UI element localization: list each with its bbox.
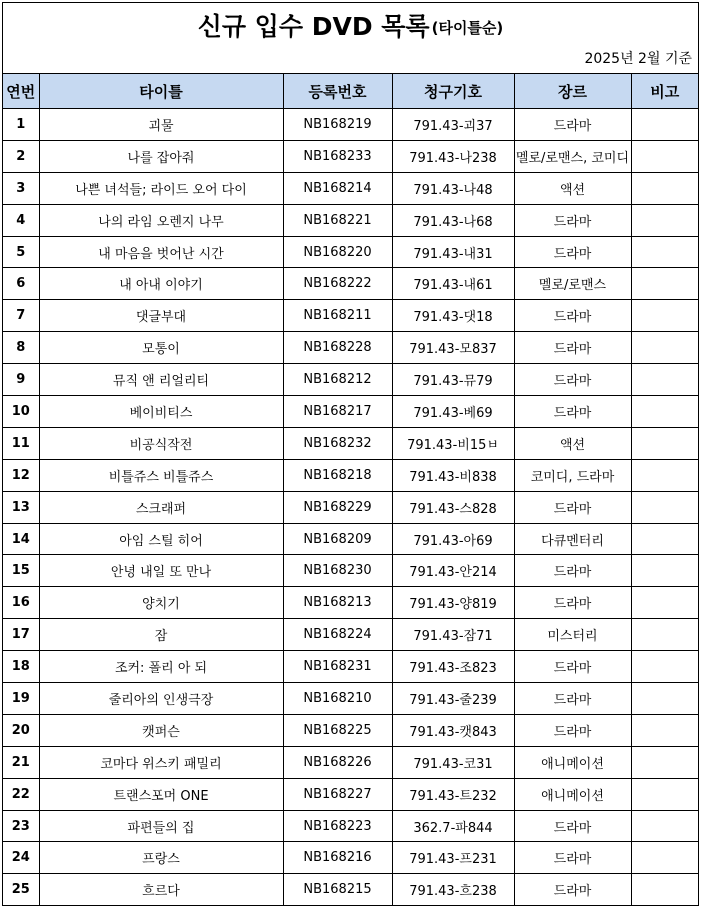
table-row <box>3 491 698 523</box>
row-title: 댓글부대 <box>39 300 283 332</box>
row-registration-number: NB168215 <box>283 874 392 905</box>
row-number: 7 <box>3 300 39 332</box>
table-row <box>3 236 698 268</box>
row-note <box>631 810 698 842</box>
dvd-table <box>3 74 698 905</box>
row-registration-number: NB168212 <box>283 364 392 396</box>
column-header-title: 타이틀 <box>39 74 283 109</box>
table-row <box>3 204 698 236</box>
table-body <box>3 109 698 906</box>
row-note <box>631 714 698 746</box>
row-genre: 드라마 <box>514 842 631 874</box>
table-row <box>3 714 698 746</box>
row-title: 내 마음을 벗어난 시간 <box>39 236 283 268</box>
row-registration-number: NB168226 <box>283 746 392 778</box>
row-number: 20 <box>3 714 39 746</box>
row-number: 1 <box>3 109 39 141</box>
row-genre: 애니메이션 <box>514 746 631 778</box>
title-subtitle: (타이틀순) <box>431 18 504 37</box>
row-genre: 드라마 <box>514 204 631 236</box>
row-call-number: 791.43-비838 <box>392 459 514 491</box>
row-title: 코마다 위스키 패밀리 <box>39 746 283 778</box>
row-genre: 드라마 <box>514 874 631 905</box>
row-genre: 코미디, 드라마 <box>514 459 631 491</box>
row-note <box>631 140 698 172</box>
row-genre: 미스터리 <box>514 619 631 651</box>
row-genre: 드라마 <box>514 651 631 683</box>
row-genre: 드라마 <box>514 109 631 141</box>
row-call-number: 791.43-스828 <box>392 491 514 523</box>
row-call-number: 791.43-아69 <box>392 523 514 555</box>
row-title: 비틀쥬스 비틀쥬스 <box>39 459 283 491</box>
row-call-number: 791.43-트232 <box>392 778 514 810</box>
table-row <box>3 140 698 172</box>
row-registration-number: NB168221 <box>283 204 392 236</box>
column-header-call: 청구기호 <box>392 74 514 109</box>
row-call-number: 791.43-캣843 <box>392 714 514 746</box>
row-note <box>631 459 698 491</box>
row-registration-number: NB168213 <box>283 587 392 619</box>
table-row <box>3 555 698 587</box>
row-call-number: 791.43-나48 <box>392 172 514 204</box>
row-call-number: 791.43-조823 <box>392 651 514 683</box>
table-row <box>3 842 698 874</box>
row-number: 9 <box>3 364 39 396</box>
row-call-number: 791.43-흐238 <box>392 874 514 905</box>
row-title: 나쁜 녀석들; 라이드 오어 다이 <box>39 172 283 204</box>
title-main: 신규 입수 DVD 목록 <box>197 12 430 41</box>
row-note <box>631 587 698 619</box>
row-registration-number: NB168219 <box>283 109 392 141</box>
row-call-number: 791.43-베69 <box>392 396 514 428</box>
row-genre: 드라마 <box>514 587 631 619</box>
row-call-number: 791.43-괴37 <box>392 109 514 141</box>
row-call-number: 791.43-나68 <box>392 204 514 236</box>
row-number: 25 <box>3 874 39 905</box>
table-row <box>3 396 698 428</box>
row-title: 프랑스 <box>39 842 283 874</box>
dvd-list-sheet <box>2 2 699 906</box>
row-title: 안녕 내일 또 만나 <box>39 555 283 587</box>
table-row <box>3 651 698 683</box>
row-registration-number: NB168209 <box>283 523 392 555</box>
row-number: 12 <box>3 459 39 491</box>
row-title: 뮤직 앤 리얼리티 <box>39 364 283 396</box>
table-row <box>3 587 698 619</box>
table-row <box>3 332 698 364</box>
table-row <box>3 172 698 204</box>
row-number: 17 <box>3 619 39 651</box>
row-number: 2 <box>3 140 39 172</box>
row-number: 4 <box>3 204 39 236</box>
row-registration-number: NB168222 <box>283 268 392 300</box>
row-registration-number: NB168220 <box>283 236 392 268</box>
row-title: 나의 라임 오렌지 나무 <box>39 204 283 236</box>
row-number: 23 <box>3 810 39 842</box>
row-genre: 멜로/로맨스, 코미디 <box>514 140 631 172</box>
row-title: 내 아내 이야기 <box>39 268 283 300</box>
row-call-number: 791.43-모837 <box>392 332 514 364</box>
row-registration-number: NB168228 <box>283 332 392 364</box>
row-genre: 드라마 <box>514 810 631 842</box>
row-number: 11 <box>3 427 39 459</box>
row-registration-number: NB168211 <box>283 300 392 332</box>
row-title: 줄리아의 인생극장 <box>39 683 283 715</box>
row-genre: 드라마 <box>514 714 631 746</box>
row-registration-number: NB168217 <box>283 396 392 428</box>
row-note <box>631 842 698 874</box>
row-registration-number: NB168230 <box>283 555 392 587</box>
row-call-number: 791.43-안214 <box>392 555 514 587</box>
document-title <box>3 3 698 47</box>
row-title: 트랜스포머 ONE <box>39 778 283 810</box>
row-note <box>631 236 698 268</box>
row-number: 13 <box>3 491 39 523</box>
row-title: 양치기 <box>39 587 283 619</box>
row-note <box>631 619 698 651</box>
row-number: 22 <box>3 778 39 810</box>
table-header-row <box>3 74 698 109</box>
row-number: 21 <box>3 746 39 778</box>
table-row <box>3 619 698 651</box>
table-row <box>3 810 698 842</box>
row-title: 베이비티스 <box>39 396 283 428</box>
row-number: 5 <box>3 236 39 268</box>
row-note <box>631 300 698 332</box>
column-header-no: 연번 <box>3 74 39 109</box>
row-number: 8 <box>3 332 39 364</box>
row-registration-number: NB168229 <box>283 491 392 523</box>
row-number: 6 <box>3 268 39 300</box>
table-row <box>3 364 698 396</box>
row-note <box>631 651 698 683</box>
row-genre: 애니메이션 <box>514 778 631 810</box>
row-genre: 드라마 <box>514 332 631 364</box>
row-genre: 액션 <box>514 172 631 204</box>
row-title: 흐르다 <box>39 874 283 905</box>
row-title: 조커: 폴리 아 되 <box>39 651 283 683</box>
row-note <box>631 109 698 141</box>
table-row <box>3 268 698 300</box>
row-genre: 다큐멘터리 <box>514 523 631 555</box>
row-note <box>631 427 698 459</box>
row-title: 괴물 <box>39 109 283 141</box>
table-row <box>3 778 698 810</box>
row-call-number: 791.43-나238 <box>392 140 514 172</box>
row-number: 10 <box>3 396 39 428</box>
row-title: 캣퍼슨 <box>39 714 283 746</box>
row-registration-number: NB168224 <box>283 619 392 651</box>
row-note <box>631 683 698 715</box>
table-row <box>3 300 698 332</box>
column-header-note: 비고 <box>631 74 698 109</box>
row-number: 16 <box>3 587 39 619</box>
table-row <box>3 523 698 555</box>
row-registration-number: NB168227 <box>283 778 392 810</box>
row-title: 비공식작전 <box>39 427 283 459</box>
row-genre: 드라마 <box>514 555 631 587</box>
table-row <box>3 109 698 141</box>
row-note <box>631 268 698 300</box>
table-row <box>3 427 698 459</box>
row-genre: 드라마 <box>514 364 631 396</box>
row-note <box>631 364 698 396</box>
row-call-number: 791.43-줄239 <box>392 683 514 715</box>
column-header-genre: 장르 <box>514 74 631 109</box>
row-call-number: 791.43-잠71 <box>392 619 514 651</box>
row-genre: 드라마 <box>514 683 631 715</box>
row-call-number: 791.43-양819 <box>392 587 514 619</box>
row-title: 파편들의 집 <box>39 810 283 842</box>
row-number: 14 <box>3 523 39 555</box>
row-note <box>631 746 698 778</box>
column-header-reg: 등록번호 <box>283 74 392 109</box>
row-note <box>631 555 698 587</box>
row-note <box>631 778 698 810</box>
row-registration-number: NB168233 <box>283 140 392 172</box>
table-row <box>3 746 698 778</box>
row-genre: 멜로/로맨스 <box>514 268 631 300</box>
row-call-number: 791.43-코31 <box>392 746 514 778</box>
row-call-number: 791.43-댓18 <box>392 300 514 332</box>
date-note: 2025년 2월 기준 <box>3 47 698 74</box>
row-genre: 드라마 <box>514 491 631 523</box>
row-note <box>631 491 698 523</box>
row-title: 스크래퍼 <box>39 491 283 523</box>
row-registration-number: NB168216 <box>283 842 392 874</box>
table-row <box>3 683 698 715</box>
table-row <box>3 874 698 905</box>
row-call-number: 791.43-내61 <box>392 268 514 300</box>
row-note <box>631 172 698 204</box>
row-genre: 드라마 <box>514 396 631 428</box>
row-title: 잠 <box>39 619 283 651</box>
row-call-number: 362.7-파844 <box>392 810 514 842</box>
row-title: 아임 스틸 히어 <box>39 523 283 555</box>
row-call-number: 791.43-내31 <box>392 236 514 268</box>
row-note <box>631 523 698 555</box>
row-registration-number: NB168225 <box>283 714 392 746</box>
row-number: 3 <box>3 172 39 204</box>
row-genre: 드라마 <box>514 300 631 332</box>
row-number: 15 <box>3 555 39 587</box>
row-registration-number: NB168223 <box>283 810 392 842</box>
row-note <box>631 204 698 236</box>
row-registration-number: NB168232 <box>283 427 392 459</box>
row-number: 18 <box>3 651 39 683</box>
row-call-number: 791.43-비15ㅂ <box>392 427 514 459</box>
row-title: 나를 잡아줘 <box>39 140 283 172</box>
row-note <box>631 332 698 364</box>
row-note <box>631 874 698 905</box>
row-registration-number: NB168210 <box>283 683 392 715</box>
row-number: 19 <box>3 683 39 715</box>
row-call-number: 791.43-프231 <box>392 842 514 874</box>
row-genre: 드라마 <box>514 236 631 268</box>
row-call-number: 791.43-뮤79 <box>392 364 514 396</box>
row-number: 24 <box>3 842 39 874</box>
row-note <box>631 396 698 428</box>
row-title: 모통이 <box>39 332 283 364</box>
row-registration-number: NB168231 <box>283 651 392 683</box>
table-row <box>3 459 698 491</box>
row-registration-number: NB168214 <box>283 172 392 204</box>
row-genre: 액션 <box>514 427 631 459</box>
row-registration-number: NB168218 <box>283 459 392 491</box>
